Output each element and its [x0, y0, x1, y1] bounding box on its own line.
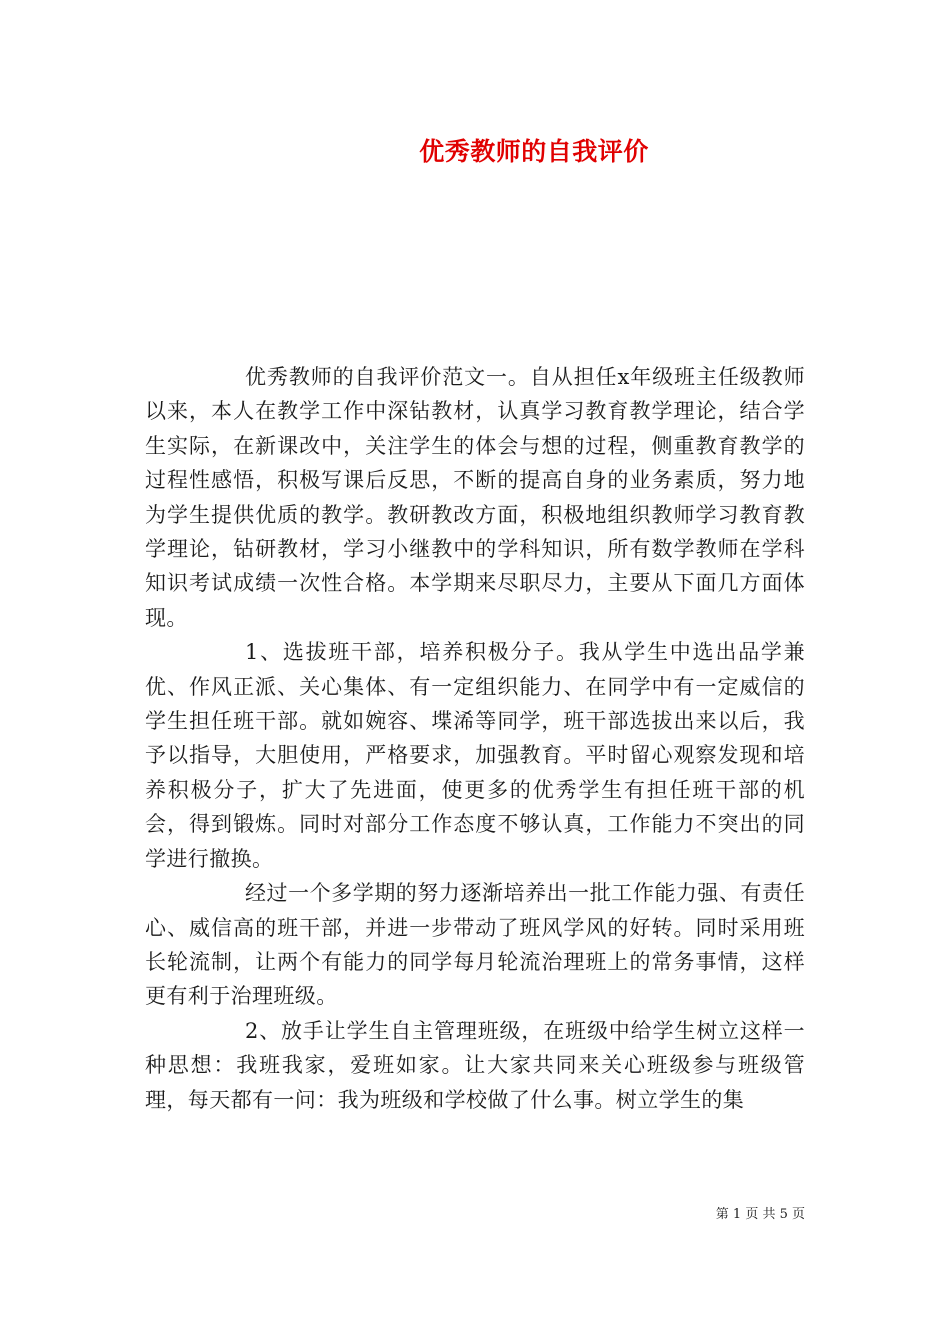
document-title: 优秀教师的自我评价	[419, 137, 649, 166]
document-body	[145, 360, 805, 1117]
paragraph-result: 经过一个多学期的努力逐渐培养出一批工作能力强、有责任心、威信高的班干部，并进一步带动了班风学风的好转。同时采用班长轮流制，让两个有能力的同学每月轮流治理班上的常务事情，这样更有利于治理班级。	[145, 881, 805, 1009]
paragraph-intro: 优秀教师的自我评价范文一。自从担任x年级班主任级教师以来，本人在教学工作中深钻教材，认真学习教育教学理论，结合学生实际，在新课改中，关注学生的体会与想的过程，侧重教育教学的过程性感悟，积极写课后反思，不断的提高自身的业务素质，努力地为学生提供优质的教学。教研教改方面，积极地组织教师学习教育教学理论，钻研教材，学习小继教中的学科知识，所有数学教师在学科知识考试成绩一次性合格。本学期来尽职尽力，主要从下面几方面体现。	[145, 365, 805, 630]
paragraph-point-2: 2、放手让学生自主管理班级，在班级中给学生树立这样一种思想：我班我家，爱班如家。让大家共同来关心班级参与班级管理，每天都有一问：我为班级和学校做了什么事。树立学生的集	[145, 1018, 805, 1112]
paragraph-point-1: 1、选拔班干部，培养积极分子。我从学生中选出品学兼优、作风正派、关心集体、有一定组织能力、在同学中有一定威信的学生担任班干部。就如婉容、堞浠等同学，班干部选拔出来以后，我予以指导，大胆使用，严格要求，加强教育。平时留心观察发现和培养积极分子，扩大了先进面，使更多的优秀学生有担任班干部的机会，得到锻炼。同时对部分工作态度不够认真，工作能力不突出的同学进行撤换。	[145, 640, 805, 871]
page-number-footer: 第 1 页 共 5 页	[715, 1207, 805, 1222]
